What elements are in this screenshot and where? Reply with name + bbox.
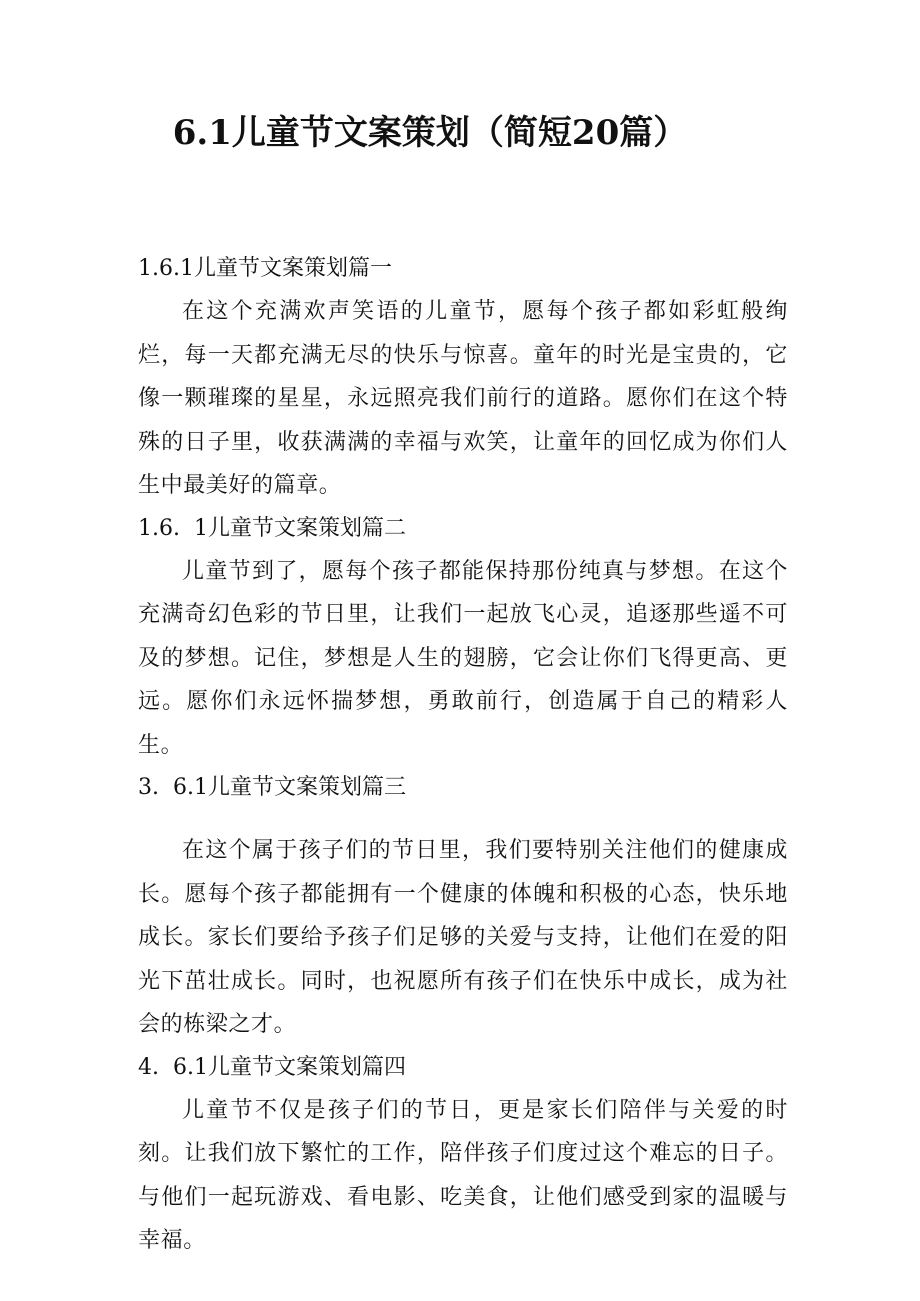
section-heading: 1.6. 1儿童节文案策划篇二 <box>138 515 406 541</box>
section-paragraph: 在这个属于孩子们的节日里，我们要特别关注他们的健康成长。愿每个孩子都能拥有一个健康的体魄和积极的心态，快乐地成长。家长们要给予孩子们足够的关爱与支持，让他们在爱的阳光下茁壮成长。同时，也祝愿所有孩子们在快乐中成长，成为社会的栋梁之才。 <box>138 838 788 1037</box>
section-paragraph: 在这个充满欢声笑语的儿童节，愿每个孩子都如彩虹般绚烂，每一天都充满无尽的快乐与惊喜。童年的时光是宝贵的，它像一颗璀璨的星星，永远照亮我们前行的道路。愿你们在这个特殊的日子里，收获满满的幸福与欢笑，让童年的回忆成为你们人生中最美好的篇章。 <box>138 299 788 498</box>
section-heading: 4. 6.1儿童节文案策划篇四 <box>138 1054 406 1080</box>
document-title <box>0 108 920 158</box>
document-title-text: 6.1儿童节文案策划（简短20篇） <box>172 113 688 153</box>
section-paragraph: 儿童节到了，愿每个孩子都能保持那份纯真与梦想。在这个充满奇幻色彩的节日里，让我们一起放飞心灵，追逐那些遥不可及的梦想。记住，梦想是人生的翅膀，它会让你们飞得更高、更远。愿你们永远怀揣梦想，勇敢前行，创造属于自己的精彩人生。 <box>138 558 788 758</box>
section-3 <box>138 767 788 1047</box>
section-gap <box>138 809 788 829</box>
document-body <box>138 248 788 1263</box>
section-heading: 1.6.1儿童节文案策划篇一 <box>138 256 392 281</box>
section-paragraph: 儿童节不仅是孩子们的节日，更是家长们陪伴与关爱的时刻。让我们放下繁忙的工作，陪伴孩子们度过这个难忘的日子。与他们一起玩游戏、看电影、吃美食，让他们感受到家的温暖与幸福。 <box>138 1097 788 1253</box>
section-4 <box>138 1047 788 1263</box>
section-1 <box>138 248 788 508</box>
section-heading: 3. 6.1儿童节文案策划篇三 <box>138 775 406 800</box>
section-2 <box>138 508 788 768</box>
